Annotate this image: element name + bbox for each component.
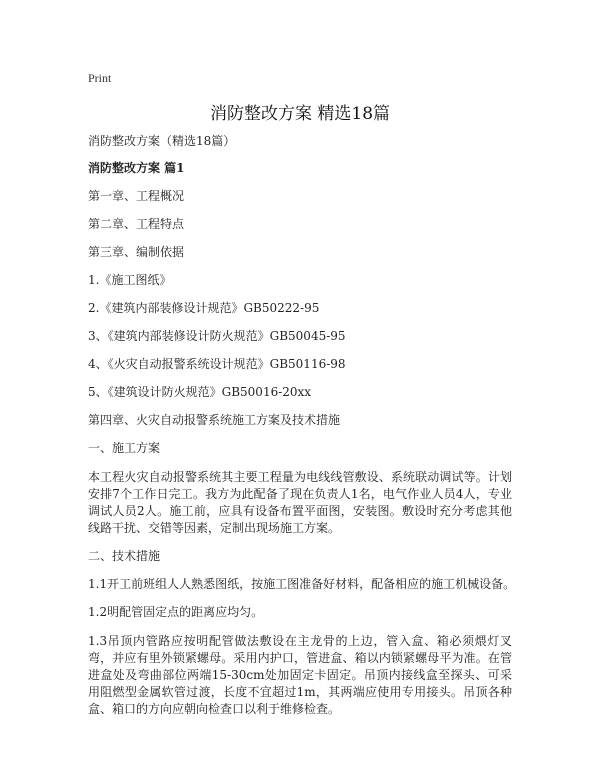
part-heading: 一、施工方案 — [88, 441, 161, 455]
page-title: 消防整改方案 精选18篇 — [209, 104, 391, 124]
reference-item: 4、《火灾自动报警系统设计规范》GB50116-98 — [88, 357, 346, 371]
reference-item: 5、《建筑设计防火规范》GB50016-20xx — [88, 385, 312, 399]
measure-item: 1.2明配管固定点的距离应均匀。 — [88, 605, 264, 619]
print-link[interactable]: Print — [88, 71, 112, 85]
construction-plan-paragraph: 本工程火灾自动报警系统其主要工程量为电线线管敷设、系统联动调试等。计划安排7个工作日完工。我方为此配备了现在负责人1名，电气作业人员4人，专业调试人员2人。施工前，应具有设备布置平面图，安装图。敷设时充分考虑其他线路干扰、交错等因素，定制出现场施工方案。 — [88, 470, 512, 535]
reference-item: 1.《施工图纸》 — [88, 273, 172, 287]
reference-item: 3、《建筑内部装修设计防火规范》GB50045-95 — [88, 329, 346, 343]
measure-item: 1.1开工前班组人人熟悉图纸，按施工图准备好材料，配备相应的施工机械设备。 — [88, 577, 516, 591]
chapter-heading: 第一章、工程概况 — [88, 189, 185, 203]
part-heading: 二、技术措施 — [88, 549, 161, 563]
document-body — [88, 134, 516, 718]
reference-item: 2.《建筑内部装修设计规范》GB50222-95 — [88, 301, 320, 315]
chapter-heading: 第二章、工程特点 — [88, 217, 185, 231]
measure-paragraph: 1.3吊顶内管路应按明配管做法敷设在主龙骨的上边，管入盒、箱必须煨灯叉弯，并应有里外锁紧螺母。采用内护口，管进盒、箱以内锁紧螺母平为准。在管进盒处及弯曲部位两端15-30cm处加固定卡固定。吊顶内接线盒至探头、可采用阻燃型金属软管过渡，长度不宜超过1m，其两端应使用专用接头。吊顶各种盒、箱口的方向应朝向检查口以利于维修检查。 — [88, 634, 512, 716]
section-title: 消防整改方案 篇1 — [88, 161, 185, 175]
chapter-heading: 第三章、编制依据 — [88, 245, 185, 259]
document-subtitle: 消防整改方案（精选18篇） — [88, 134, 236, 148]
chapter-heading: 第四章、火灾自动报警系统施工方案及技术措施 — [88, 413, 341, 427]
